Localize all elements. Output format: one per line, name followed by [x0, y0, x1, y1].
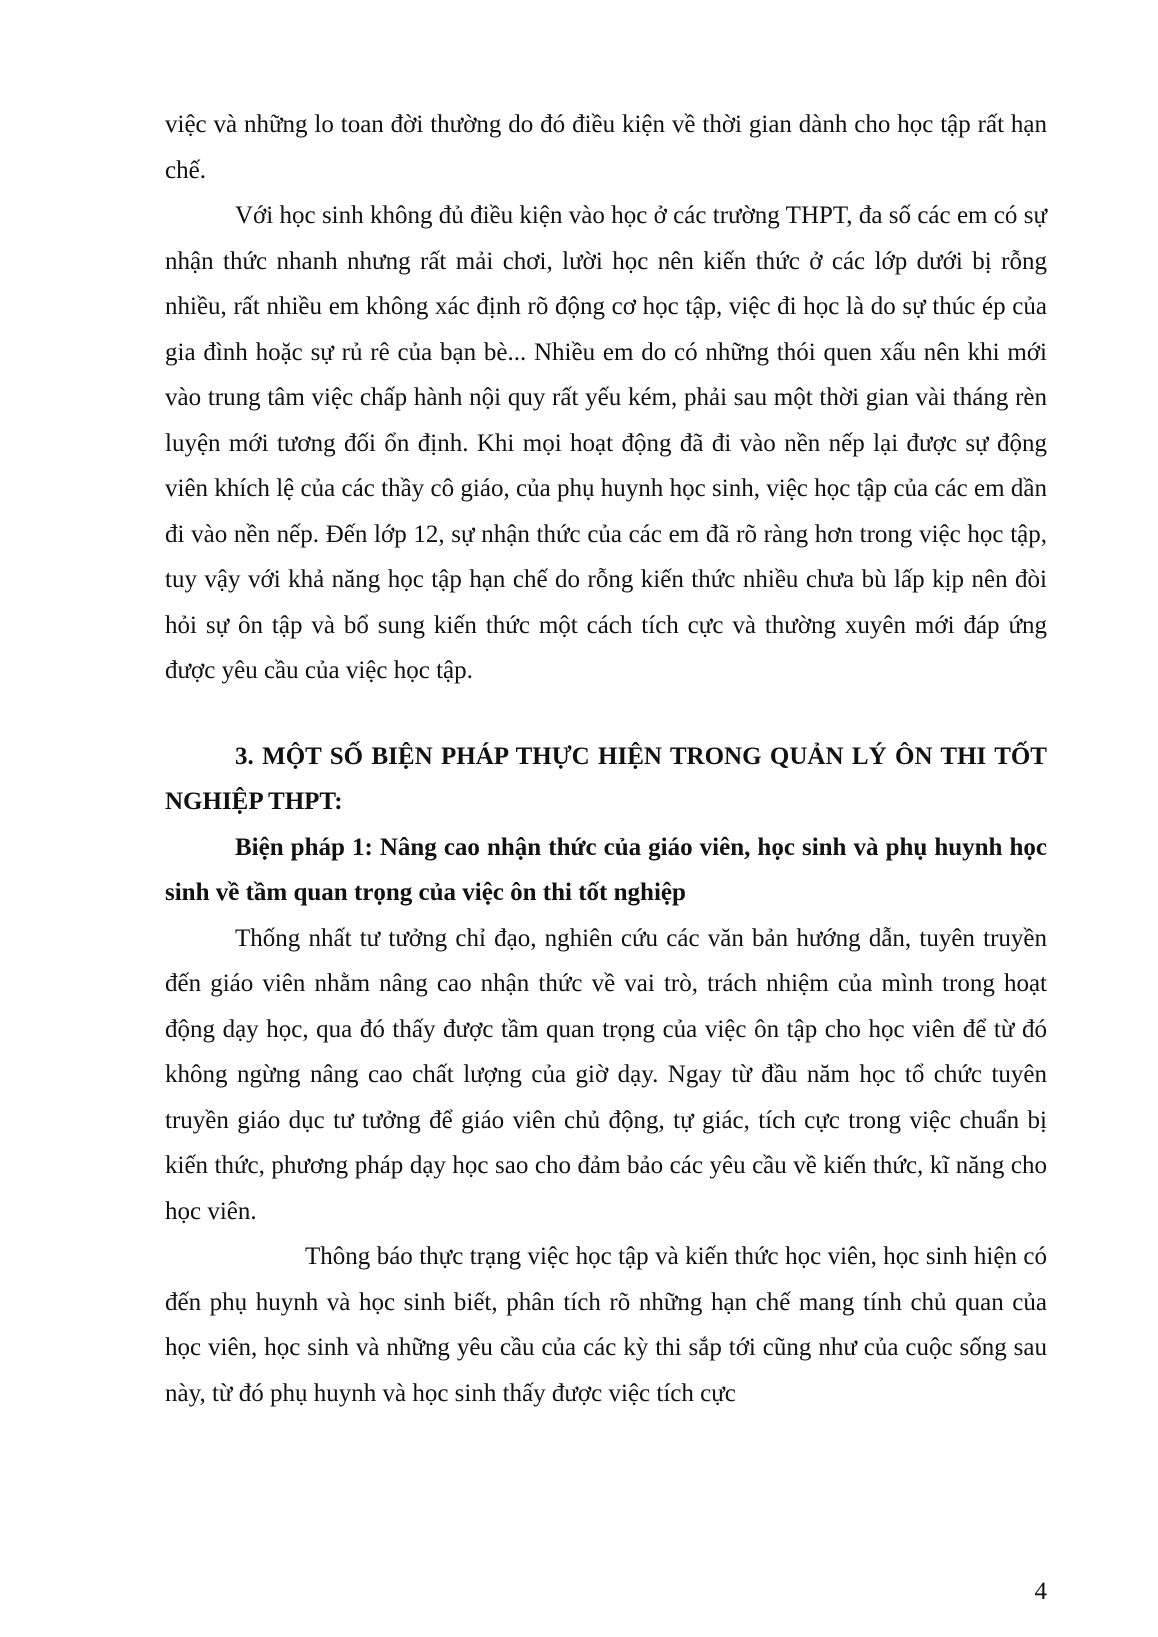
paragraph-teacher-awareness: Thống nhất tư tưởng chỉ đạo, nghiên cứu các văn bản hướng dẫn, tuyên truyền đến giáo viên nhằm nâng cao nhận thức về vai trò, trách nhiệm của mình trong hoạt động dạy học, qua đó thấy được tầm quan trọng của việc ôn tập cho học viên để từ đó không ngừng nâng cao chất lượng của giờ dạy. Ngay từ đầu năm học tổ chức tuyên truyền giáo dục tư tưởng để giáo viên chủ động, tự giác, tích cực trong việc chuẩn bị kiến thức, phương pháp dạy học sao cho đảm bảo các yêu cầu về kiến thức, kĩ năng cho học viên.	[165, 924, 1047, 1225]
measure-1-heading: Biện pháp 1: Nâng cao nhận thức của giáo viên, học sinh và phụ huynh học sinh về tầm quan trọng của việc ôn thi tốt nghiệp	[165, 833, 1047, 906]
paragraph-continuation: việc và những lo toan đời thường do đó điều kiện về thời gian dành cho học tập rất hạn chế.	[165, 111, 1047, 184]
paragraph-parent-notification: Thông báo thực trạng việc học tập và kiến thức học viên, học sinh hiện có đến phụ huynh và học sinh biết, phân tích rõ những hạn chế mang tính chủ quan của học viên, học sinh và những yêu cầu của các kỳ thi sắp tới cũng như của cuộc sống sau này, từ đó phụ huynh và học sinh thấy được việc tích cực	[165, 1243, 1047, 1407]
section-spacer	[165, 694, 1047, 734]
paragraph-student-situation: Với học sinh không đủ điều kiện vào học ở các trường THPT, đa số các em có sự nhận thức nhanh nhưng rất mải chơi, lười học nên kiến thức ở các lớp dưới bị rỗng nhiều, rất nhiều em không xác định rõ động cơ học tập, việc đi học là do sự thúc ép của gia đình hoặc sự rủ rê của bạn bè... Nhiều em do có những thói quen xấu nên khi mới vào trung tâm việc chấp hành nội quy rất yếu kém, phải sau một thời gian vài tháng rèn luyện mới tương đối ổn định. Khi mọi hoạt động đã đi vào nền nếp lại được sự động viên khích lệ của các thầy cô giáo, của phụ huynh học sinh, việc học tập của các em dần đi vào nền nếp. Đến lớp 12, sự nhận thức của các em đã rõ ràng hơn trong việc học tập, tuy vậy với khả năng học tập hạn chế do rỗng kiến thức nhiều chưa bù lấp kịp nên đòi hỏi sự ôn tập và bổ sung kiến thức một cách tích cực và thường xuyên mới đáp ứng được yêu cầu của việc học tập.	[165, 202, 1047, 684]
section-heading: 3. MỘT SỐ BIỆN PHÁP THỰC HIỆN TRONG QUẢN LÝ ÔN THI TỐT NGHIỆP THPT:	[165, 742, 1047, 815]
document-page	[165, 102, 1047, 1416]
page-number: 4	[1034, 1578, 1047, 1605]
